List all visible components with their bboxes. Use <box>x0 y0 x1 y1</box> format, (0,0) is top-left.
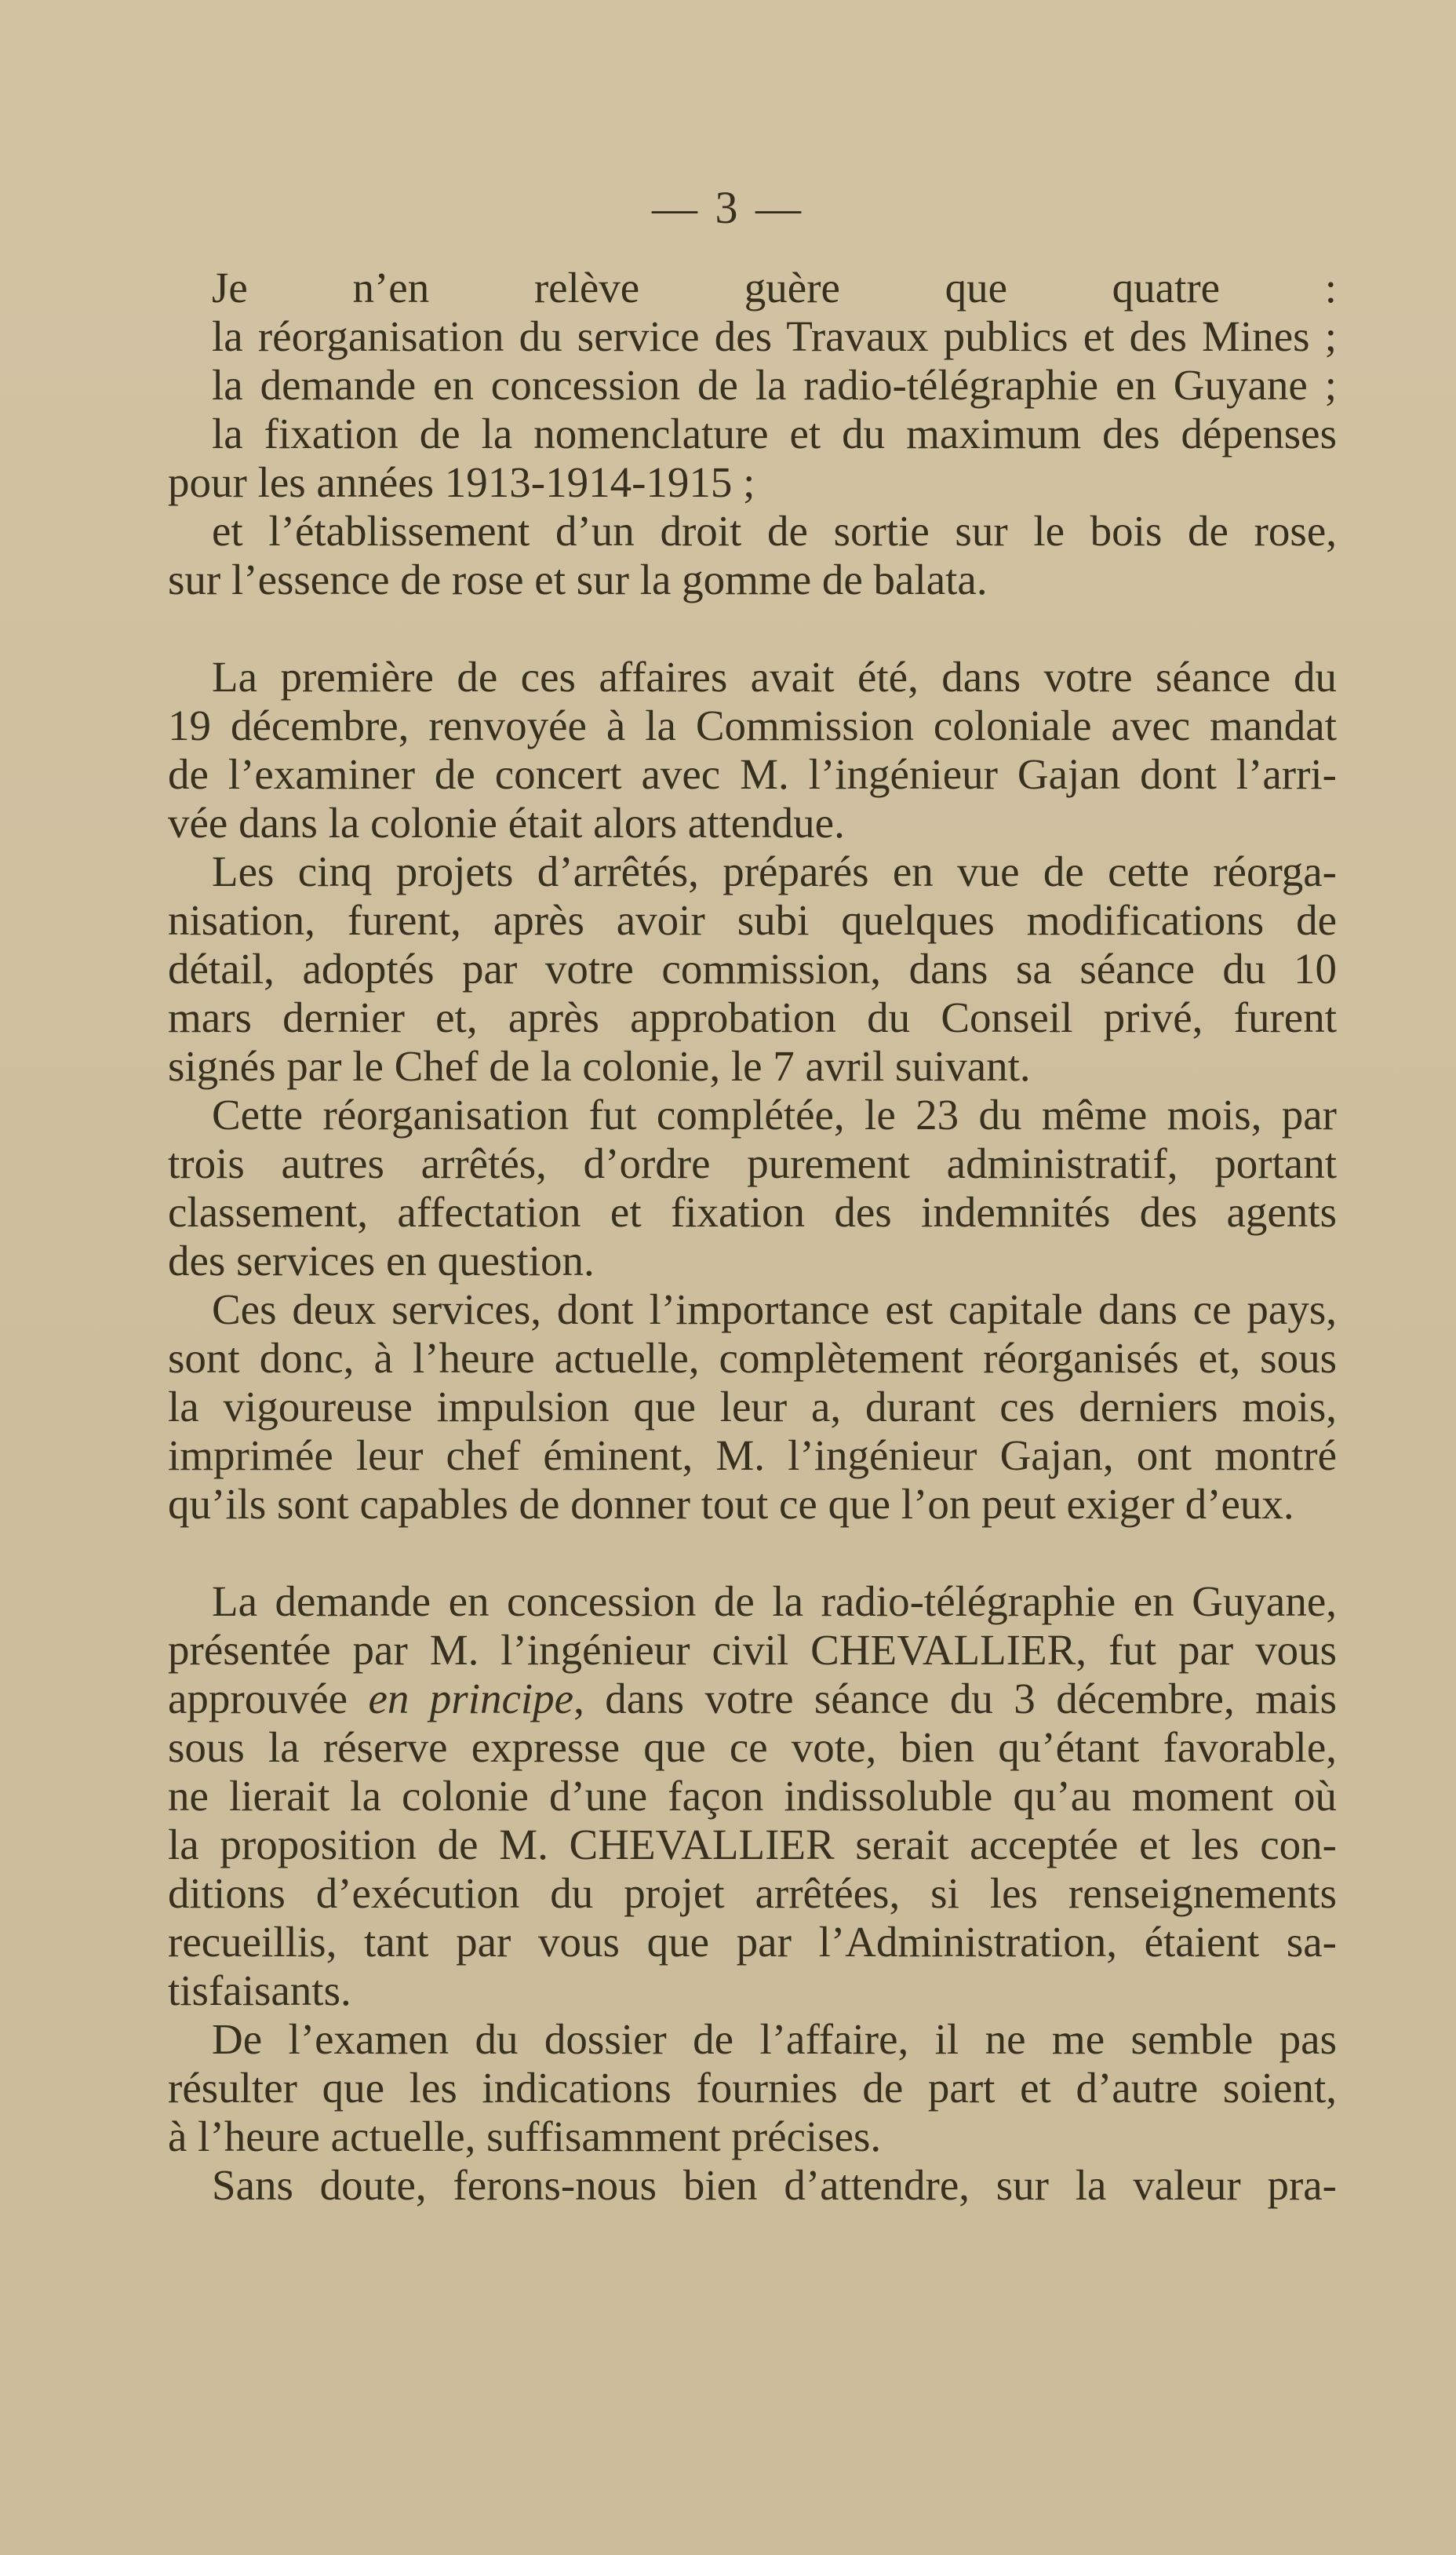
paragraph-line: La demande en concession de la radio-télégraphie en Guyane, <box>212 1577 1337 1625</box>
paragraph-line: classement, affectation et fixation des indemnités des agents <box>168 1188 1337 1236</box>
paragraph-line: la fixation de la nomenclature et du maximum des dépenses <box>212 410 1337 457</box>
paragraph-line: ne lierait la colonie d’une façon indissoluble qu’au moment où <box>168 1772 1337 1820</box>
paragraph-line: Sans doute, ferons-nous bien d’attendre, sur la valeur pra- <box>212 2161 1337 2209</box>
paragraph-line: qu’ils sont capables de donner tout ce que l’on peut exiger d’eux. <box>168 1480 1294 1528</box>
paragraph-line: vée dans la colonie était alors attendue. <box>168 799 845 847</box>
paragraph-line: et l’établissement d’un droit de sortie sur le bois de rose, <box>212 507 1337 555</box>
paragraph-line: imprimée leur chef éminent, M. l’ingénieur Gajan, ont montré <box>168 1431 1337 1479</box>
body-text <box>168 264 1337 2210</box>
paragraph-line: Les cinq projets d’arrêtés, préparés en vue de cette réorga- <box>212 847 1337 895</box>
paragraph-line: sur l’essence de rose et sur la gomme de balata. <box>168 556 988 603</box>
paragraph-line: La première de ces affaires avait été, dans votre séance du <box>212 653 1337 701</box>
paragraph-line: recueillis, tant par vous que par l’Administration, étaient sa- <box>168 1918 1337 1966</box>
paragraph-line <box>168 1675 1337 1723</box>
paragraph-line: pour les années 1913-1914-1915 ; <box>168 458 755 506</box>
paragraph-line: Ces deux services, dont l’importance est capitale dans ce pays, <box>212 1285 1337 1333</box>
paragraph-line: la réorganisation du service des Travaux publics et des Mines ; <box>212 312 1337 360</box>
paragraph-line: nisation, furent, après avoir subi quelques modifications de <box>168 896 1337 944</box>
paragraph-line: Je n’en relève guère que quatre : <box>212 264 1337 312</box>
paragraph-line: mars dernier et, après approbation du Conseil privé, furent <box>168 993 1337 1041</box>
paragraph-line: trois autres arrêtés, d’ordre purement administratif, portant <box>168 1139 1337 1187</box>
paragraph-line: résulter que les indications fournies de part et d’autre soient, <box>168 2064 1337 2112</box>
paragraph-line: tisfaisants. <box>168 1966 351 2014</box>
paragraph-line: ditions d’exécution du projet arrêtées, si les renseignements <box>168 1869 1337 1917</box>
paragraph-line: signés par le Chef de la colonie, le 7 avril suivant. <box>168 1042 1031 1090</box>
page-number: — 3 — <box>652 182 804 233</box>
italic-phrase: en principe <box>368 1675 574 1722</box>
paragraph-line: des services en question. <box>168 1237 595 1285</box>
paragraph-line: sont donc, à l’heure actuelle, complètement réorganisés et, sous <box>168 1334 1337 1382</box>
paragraph-line: la demande en concession de la radio-télégraphie en Guyane ; <box>212 361 1337 409</box>
paragraph-line: détail, adoptés par votre commission, dans sa séance du 10 <box>168 945 1337 993</box>
paragraph-line: De l’examen du dossier de l’affaire, il ne me semble pas <box>212 2015 1337 2063</box>
paragraph-line: présentée par M. l’ingénieur civil CHEVALLIER, fut par vous <box>168 1626 1337 1674</box>
paragraph-line: Cette réorganisation fut complétée, le 23 du même mois, par <box>212 1091 1337 1139</box>
paragraph-line: 19 décembre, renvoyée à la Commission coloniale avec mandat <box>168 702 1337 749</box>
paragraph-line: la vigoureuse impulsion que leur a, durant ces derniers mois, <box>168 1383 1337 1431</box>
text-fragment: approuvée <box>168 1675 369 1722</box>
paragraph-line: sous la réserve expresse que ce vote, bien qu’étant favorable, <box>168 1723 1337 1771</box>
paragraph-line: la proposition de M. CHEVALLIER serait acceptée et les con- <box>168 1821 1337 1868</box>
paragraph-line: de l’examiner de concert avec M. l’ingénieur Gajan dont l’arri- <box>168 750 1337 798</box>
paragraph-line: à l’heure actuelle, suffisamment précises. <box>168 2112 882 2160</box>
text-fragment: , dans votre séance du 3 décembre, mais <box>573 1675 1337 1722</box>
